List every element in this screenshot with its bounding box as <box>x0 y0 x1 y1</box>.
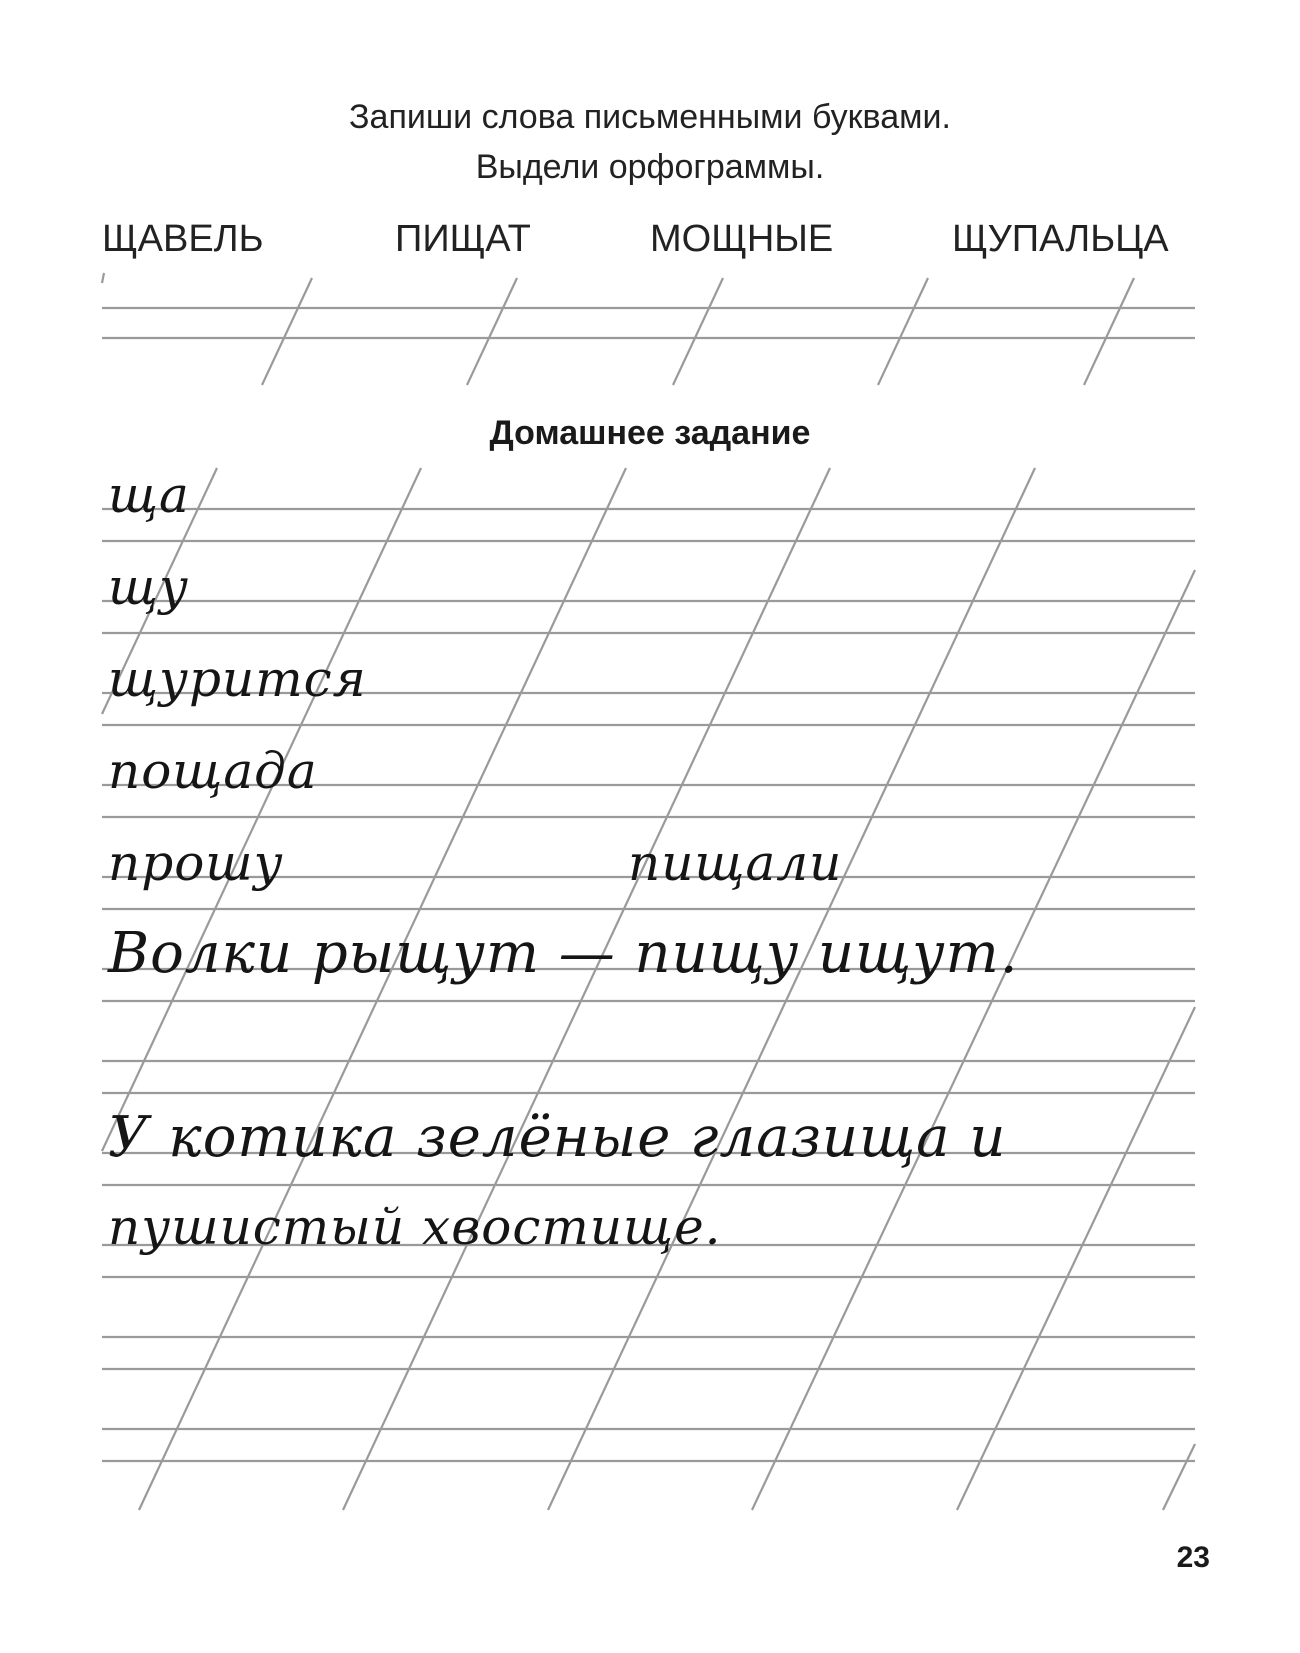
handwritten-line-9: пушистый хвостище. <box>108 1198 722 1256</box>
word-2: ПИЩАТ <box>395 218 531 260</box>
handwritten-line-7: Волки рыщут — пищу ищут. <box>108 921 1019 986</box>
instruction-line-1: Запиши слова письменными буквами. <box>349 98 951 136</box>
page-number: 23 <box>1176 1541 1210 1574</box>
homework-heading: Домашнее задание <box>489 414 811 452</box>
handwritten-line-8: У котика зелёные глазища и <box>108 1105 1007 1170</box>
handwritten-line-5: прошу <box>108 834 284 892</box>
instruction-line-2: Выдели орфограммы. <box>475 148 825 186</box>
word-1: ЩАВЕЛЬ <box>102 218 264 260</box>
handwritten-line-1: ща <box>108 466 190 524</box>
handwritten-line-4: пощада <box>108 742 318 800</box>
handwritten-line-2: щу <box>108 558 190 616</box>
handwritten-line-6: пищали <box>628 834 843 892</box>
word-4: ЩУПАЛЬЦА <box>952 218 1169 260</box>
word-3: МОЩНЫЕ <box>650 218 834 260</box>
handwritten-line-3: щурится <box>108 650 367 708</box>
